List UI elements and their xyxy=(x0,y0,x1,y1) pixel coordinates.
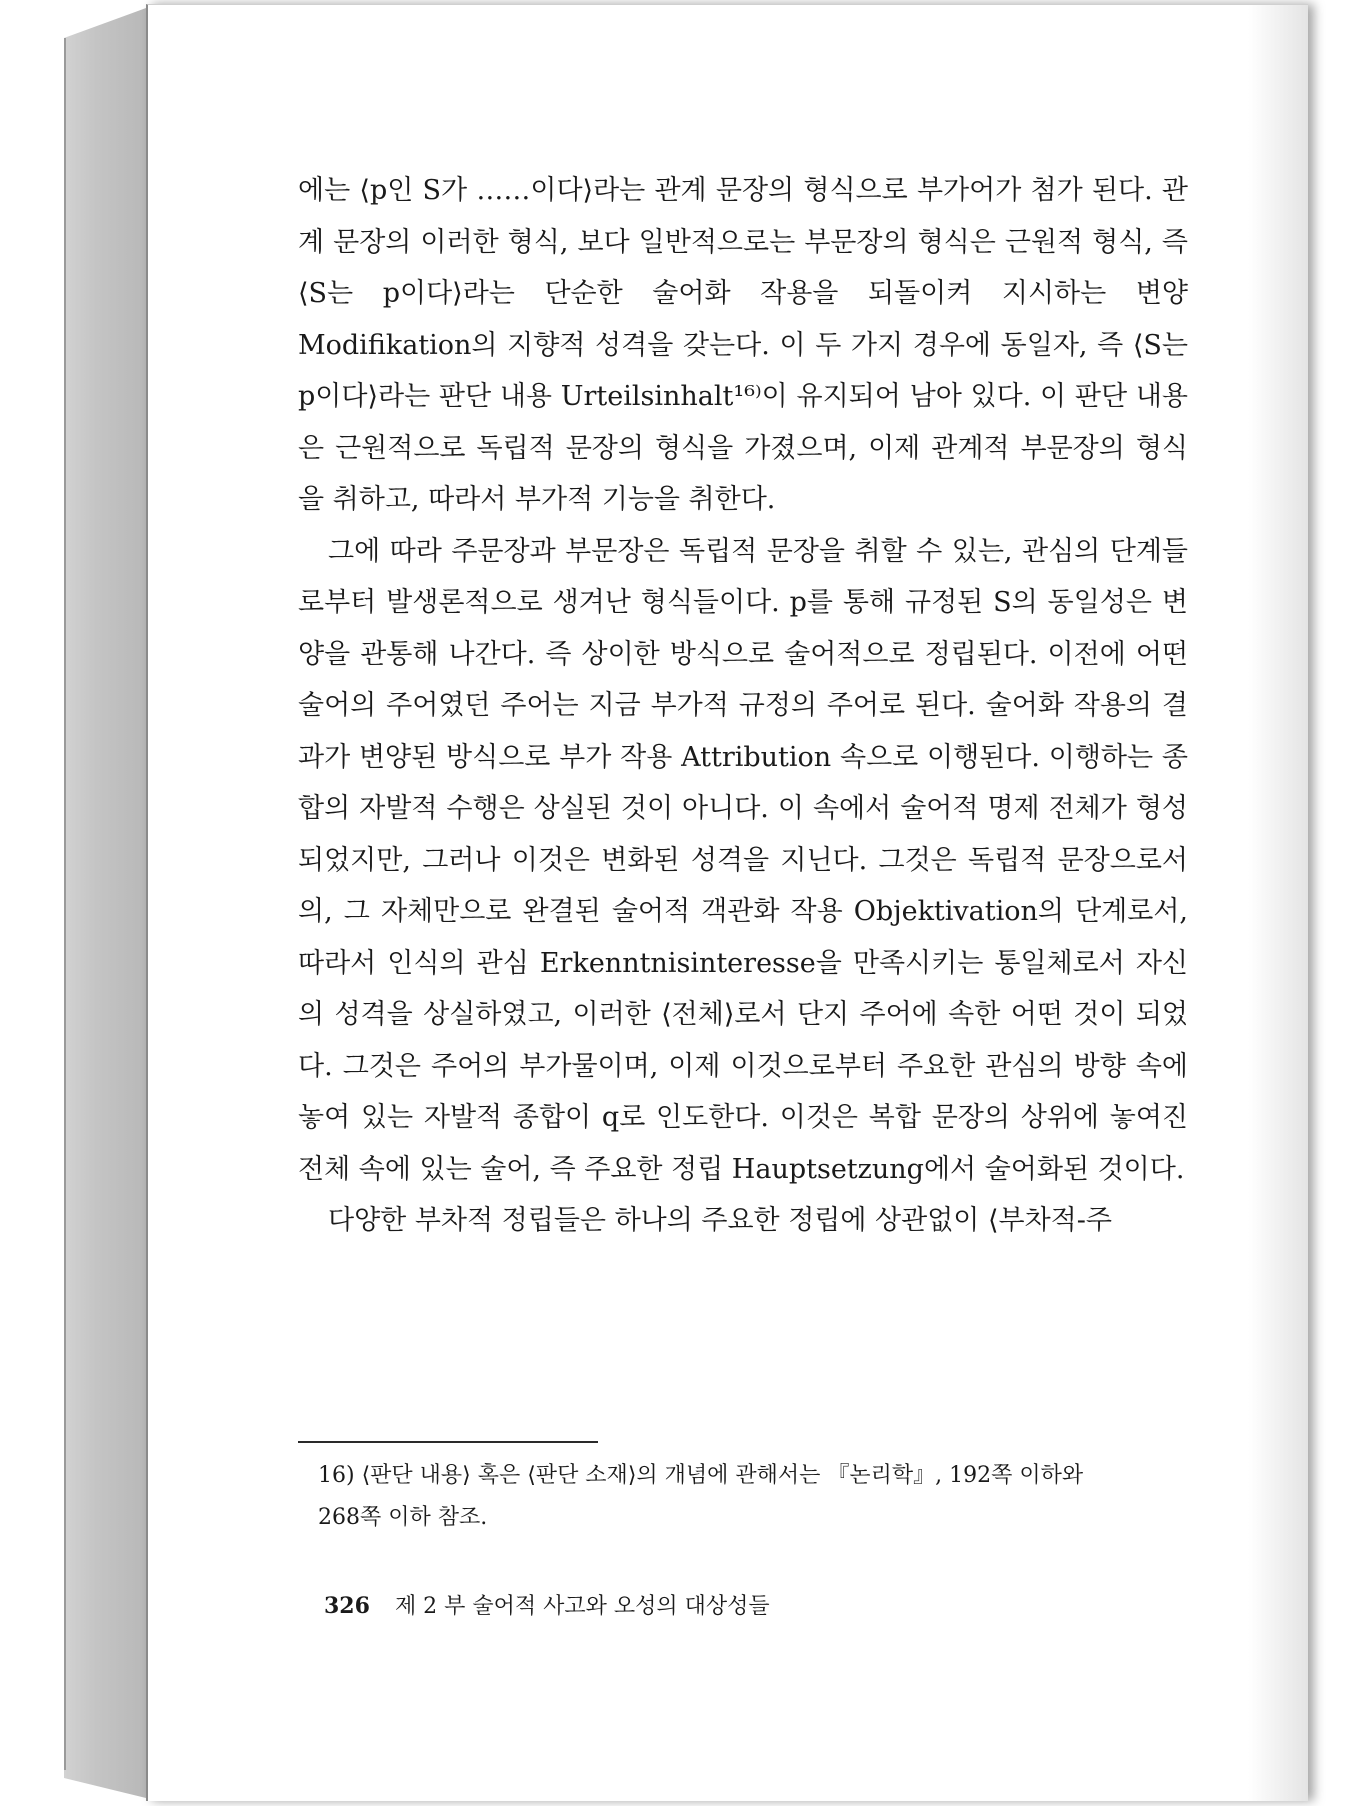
footnote-16: 16) ⟨판단 내용⟩ 혹은 ⟨판단 소재⟩의 개념에 관해서는 『논리학』, 192쪽 이하와 268쪽 이하 참조. xyxy=(318,1463,1084,1530)
footnote-divider xyxy=(298,1441,598,1443)
page-number: 326 xyxy=(324,1593,370,1619)
paragraph-3: 다양한 부차적 정립들은 하나의 주요한 정립에 상관없이 ⟨부차적-주 xyxy=(328,1205,1112,1236)
running-title: 제 2 부 술어적 사고와 오성의 대상성들 xyxy=(394,1594,770,1619)
spine-edge xyxy=(64,38,66,1770)
page-footer xyxy=(324,1589,770,1620)
paragraph-1: 에는 ⟨p인 S가 ……이다⟩라는 관계 문장의 형식으로 부가어가 첨가 된다. 관계 문장의 이러한 형식, 보다 일반적으로는 부문장의 형식은 근원적 형식, 즉 ⟨S는 p이다⟩라는 단순한 술어화 작용을 되돌이켜 지시하는 변양 Modifikation의 지향적 성격을 갖는다. 이 두 가지 경우에 동일자, 즉 ⟨S는 p이다⟩라는 판단 내용 Urteilsinhalt¹⁶⁾이 유지되어 남아 있다. 이 판단 내용은 근원적으로 독립적 문장의 형식을 가졌으며, 이제 관계적 부문장의 형식을 취하고, 따라서 부가적 기능을 취한다. xyxy=(298,175,1188,515)
paragraph-2: 그에 따라 주문장과 부문장은 독립적 문장을 취할 수 있는, 관심의 단계들로부터 발생론적으로 생겨난 형식들이다. p를 통해 규정된 S의 동일성은 변양을 관통해 나간다. 즉 상이한 방식으로 술어적으로 정립된다. 이전에 어떤 술어의 주어였던 주어는 지금 부가적 규정의 주어로 된다. 술어화 작용의 결과가 변양된 방식으로 부가 작용 Attribution 속으로 이행된다. 이행하는 종합의 자발적 수행은 상실된 것이 아니다. 이 속에서 술어적 명제 전체가 형성되었지만, 그러나 이것은 변화된 성격을 지닌다. 그것은 독립적 문장으로서의, 그 자체만으로 완결된 술어적 객관화 작용 Objektivation의 단계로서, 따라서 인식의 관심 Erkenntnisinteresse을 만족시키는 통일체로서 자신의 성격을 상실하였고, 이러한 ⟨전체⟩로서 단지 주어에 속한 어떤 것이 되었다. 그것은 주어의 부가물이며, 이제 이것으로부터 주요한 관심의 방향 속에 놓여 있는 자발적 종합이 q로 인도한다. 이것은 복합 문장의 상위에 놓여진 전체 속에 있는 술어, 즉 주요한 정립 Hauptsetzung에서 술어화된 것이다. xyxy=(298,535,1188,1185)
book-page xyxy=(146,4,1308,1801)
book-spine xyxy=(64,8,146,1798)
body-text xyxy=(298,165,1188,1247)
page-gutter-shadow xyxy=(1248,5,1308,1801)
